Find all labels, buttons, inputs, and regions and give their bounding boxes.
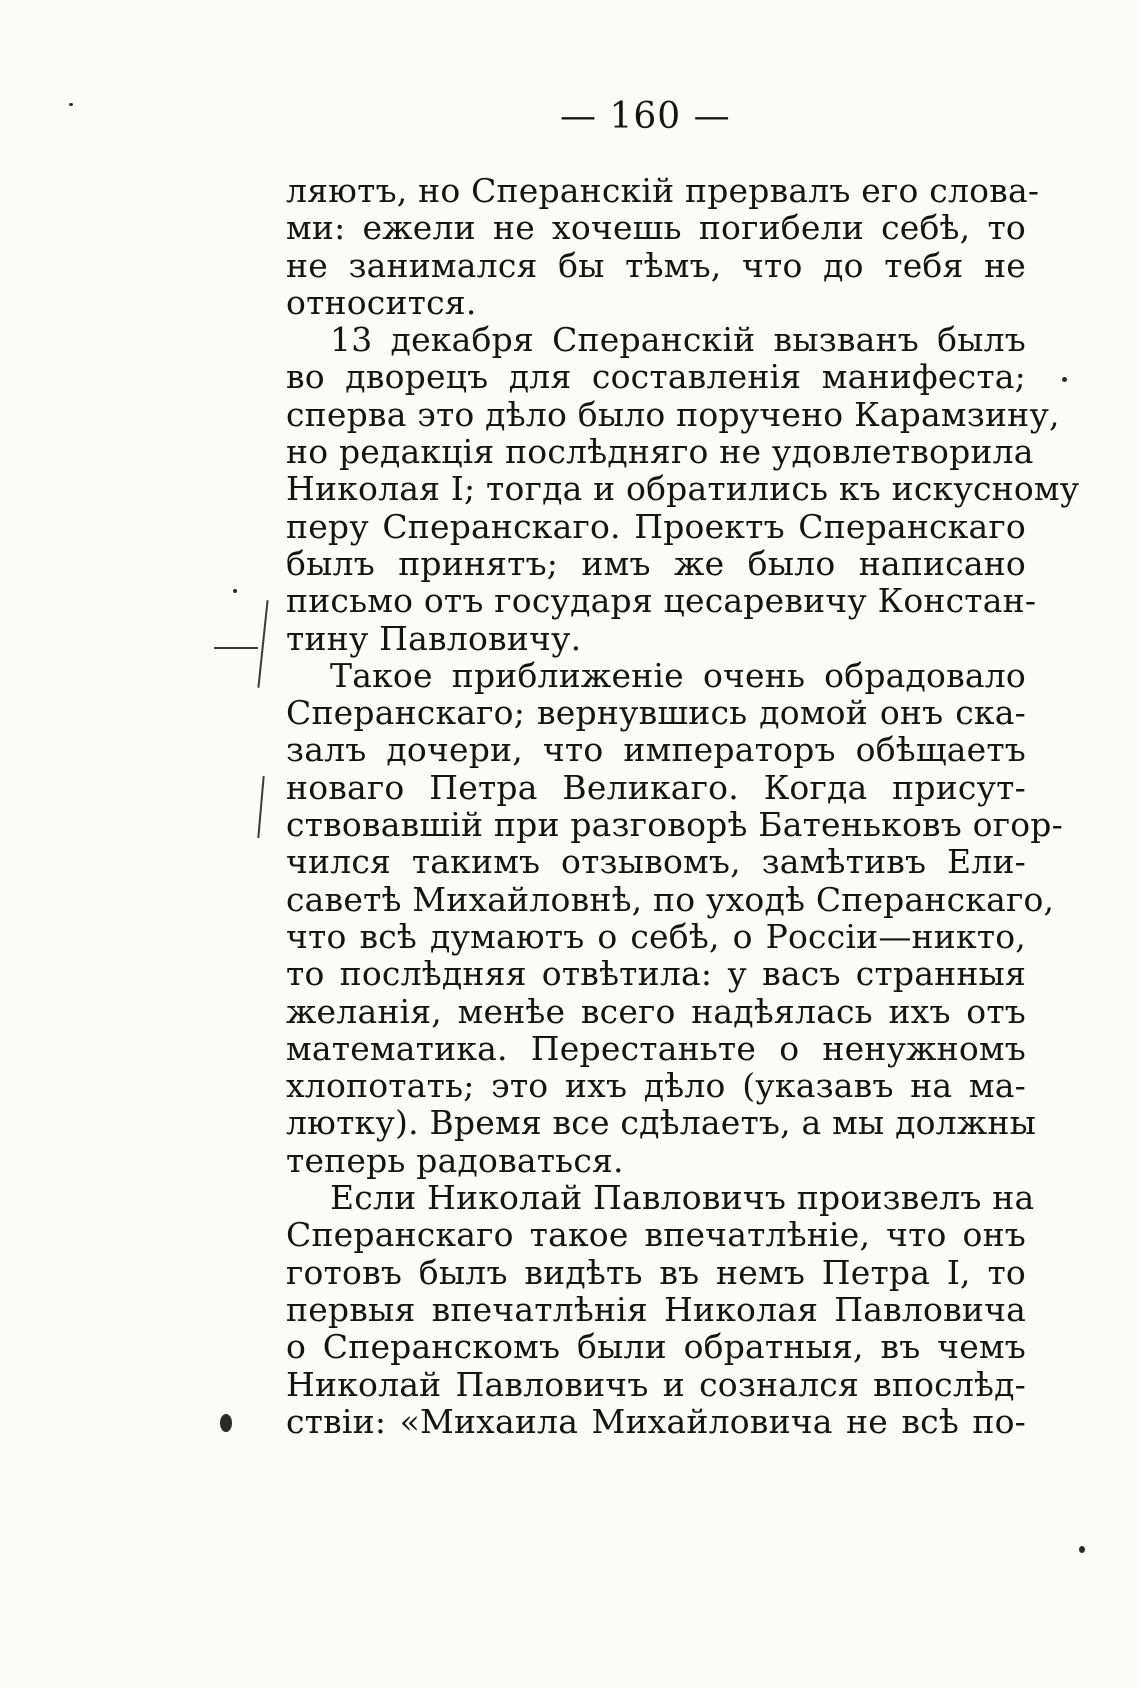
text-line: ствіи: «Михаила Михайловича не всѣ по- [286,1401,1026,1441]
text-line: чился такимъ отзывомъ, замѣтивъ Ели- [286,842,1026,882]
text-line: Сперанскаго такое впечатлѣніе, что онъ [286,1215,1026,1255]
text-line: готовъ былъ видѣть въ немъ Петра I, то [286,1252,1026,1292]
text-line: желанія, менѣе всего надѣялась ихъ отъ [286,991,1026,1031]
body-text [286,171,1080,1441]
text-line: Сперанскаго; вернувшись домой онъ ска- [286,693,1026,733]
text-line: относится. [286,282,477,322]
text-line: то послѣдняя отвѣтила: у васъ странныя [286,954,1026,994]
text-line: во дворецъ для составленія манифеста; [286,357,1026,397]
text-line: теперь радоваться. [286,1140,624,1180]
text-line: хлопотать; это ихъ дѣло (указавъ на ма- [286,1066,1026,1106]
page-number: — 160 — [560,96,731,137]
text-line: не занимался бы тѣмъ, что до тебя не [286,245,1026,285]
text-line: Если Николай Павловичъ произвелъ на [330,1178,1035,1218]
text-line: Николай Павловичъ и сознался впослѣд- [286,1364,1026,1404]
text-line: саветѣ Михайловнѣ, по уходѣ Сперанскаго, [286,879,1055,919]
text-line: Николая I; тогда и обратились къ искусному [286,469,1080,509]
text-line: лютку). Время все сдѣлаетъ, а мы должны [286,1103,1037,1143]
text-line: 13 декабря Сперанскій вызванъ былъ [330,320,1026,360]
text-line: залъ дочери, что императоръ обѣщаетъ [286,730,1026,770]
text-line: былъ принятъ; имъ же было написано [286,543,1026,583]
text-line: сперва это дѣло было поручено Карамзину, [286,394,1060,434]
text-line: но редакція послѣдняго не удовлетворила [286,432,1034,472]
text-line: письмо отъ государя цесаревичу Констан- [286,581,1037,621]
text-line: тину Павловичу. [286,618,582,658]
text-line: Такое приближеніе очень обрадовало [330,655,1026,695]
text-line: первыя впечатлѣнія Николая Павловича [286,1289,1026,1329]
text-line: ляютъ, но Сперанскій прервалъ его слова- [286,171,1040,210]
text-line: что всѣ думаютъ о себѣ, о Россіи—никто, [286,916,1026,956]
text-line: математика. Перестаньте о ненужномъ [286,1028,1026,1068]
text-line: ствовавшій при разговорѣ Батеньковъ огор- [286,805,1063,845]
text-line: ми: ежели не хочешь погибели себѣ, то [286,208,1026,248]
text-line: перу Сперанскаго. Проектъ Сперанскаго [286,506,1026,546]
text-line: новаго Петра Великаго. Когда присут- [286,767,1026,807]
text-line: о Сперанскомъ были обратныя, въ чемъ [286,1327,1026,1367]
